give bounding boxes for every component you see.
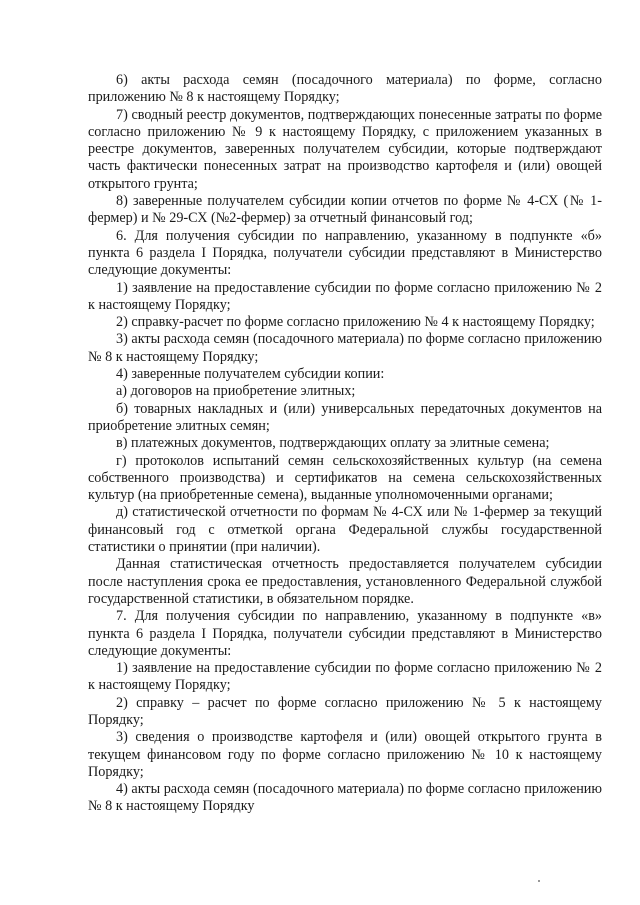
- section-6-subitem-g: г) протоколов испытаний семян сельскохозяйственных культур (на семена собственного производства) и сертификатов на семена сельскохозяйственных культур (на приобретенные семена), выданные уполномоченными органами;: [88, 452, 602, 504]
- paragraph-8-report-copies: 8) заверенные получателем субсидии копии отчетов по форме № 4-СХ (№ 1-фермер) и № 29-СХ (№2-фермер) за отчетный финансовый год;: [88, 193, 602, 227]
- scan-speck: [538, 880, 540, 882]
- section-6-item-2: 2) справку-расчет по форме согласно приложению № 4 к настоящему Порядку;: [116, 314, 595, 331]
- section-7-item-1: 1) заявление на предоставление субсидии по форме согласно приложению № 2 к настоящему Порядку;: [88, 660, 602, 694]
- section-6-subitem-a: а) договоров на приобретение элитных;: [116, 383, 356, 400]
- section-6-item-4: 4) заверенные получателем субсидии копии:: [116, 366, 385, 383]
- paragraph-6-seed-acts: 6) акты расхода семян (посадочного материала) по форме, согласно приложению № 8 к настоящему Порядку;: [88, 72, 602, 106]
- section-6-subitem-b: б) товарных накладных и (или) универсальных передаточных документов на приобретение элитных семян;: [88, 400, 602, 434]
- section-6-item-1: 1) заявление на предоставление субсидии по форме согласно приложению № 2 к настоящему Порядку;: [88, 279, 602, 313]
- section-7-item-2: 2) справку – расчет по форме согласно приложению № 5 к настоящему Порядку;: [88, 694, 602, 728]
- section-6-item-3: 3) акты расхода семян (посадочного материала) по форме согласно приложению № 8 к настоящему Порядку;: [88, 331, 602, 365]
- section-7-item-3: 3) сведения о производстве картофеля и (или) овощей открытого грунта в текущем финансовом году по форме согласно приложению № 10 к настоящему Порядку;: [88, 729, 602, 780]
- section-7-item-4: 4) акты расхода семян (посадочного материала) по форме согласно приложению № 8 к настоящему Порядку: [88, 781, 602, 815]
- document-body: [88, 72, 602, 816]
- section-7-heading: 7. Для получения субсидии по направлению, указанному в подпункте «в» пункта 6 раздела I Порядка, получатели субсидии представляют в Министерство следующие документы:: [88, 608, 602, 659]
- paragraph-7-expense-registry: 7) сводный реестр документов, подтверждающих понесенные затраты по форме согласно приложению № 9 к настоящему Порядку, с приложением указанных в реестре документов, заверенных получателем субсидии, которые подтверждают часть фактически понесенных затрат на производство картофеля и (или) овощей открытого грунта;: [88, 106, 602, 192]
- section-6-heading: 6. Для получения субсидии по направлению, указанному в подпункте «б» пункта 6 раздела I Порядка, получатели субсидии представляют в Министерство следующие документы:: [88, 227, 602, 279]
- section-6-subitem-v: в) платежных документов, подтверждающих оплату за элитные семена;: [116, 435, 550, 452]
- section-6-subitem-d: д) статистической отчетности по формам № 4-СХ или № 1-фермер за текущий финансовый год с отметкой органа Федеральной службы государственной статистики о принятии (при наличии).: [88, 504, 602, 556]
- statistics-note: Данная статистическая отчетность предоставляется получателем субсидии после наступления срока ее предоставления, установленного Федеральной службой государственной статистики, в обязательном порядке.: [88, 556, 602, 607]
